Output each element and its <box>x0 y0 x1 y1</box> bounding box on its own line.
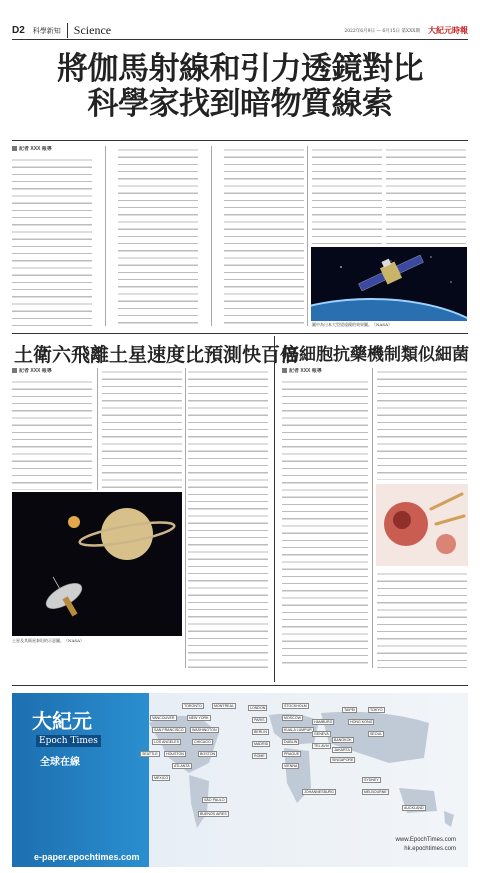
epoch-times-ad[interactable] <box>12 693 468 867</box>
main-article-col3 <box>224 146 304 326</box>
city-label: PRAGUE <box>284 752 300 756</box>
city-label: JAKARTA <box>334 748 350 752</box>
city-label: AUCKLAND <box>404 806 424 810</box>
issue-date: 2022年6月9日 — 6月15日 第XXX期 <box>344 28 420 34</box>
column-rule <box>105 146 106 326</box>
main-article-col4 <box>312 146 382 246</box>
city-label: MADRID <box>254 742 269 746</box>
article2-byline: 記者 XXX 報導 <box>12 368 92 375</box>
city-label: MONTREAL <box>214 704 234 708</box>
city-label: MEXICO <box>154 776 169 780</box>
section-rule <box>274 336 275 682</box>
city-label: TOKYO <box>370 708 383 712</box>
telescope-image <box>311 247 467 321</box>
text-block <box>12 378 92 490</box>
article3-headline: 癌細胞抗藥機制類似細菌 <box>282 345 469 365</box>
publication-logo: 大紀元時報 <box>428 25 468 35</box>
main-headline-line2: 科學家找到暗物質線索 <box>87 86 393 122</box>
city-label: LONDON <box>250 706 266 710</box>
divider <box>12 333 468 334</box>
text-block <box>377 368 467 480</box>
text-block <box>118 146 198 326</box>
text-block <box>102 368 182 490</box>
saturn-image <box>12 492 182 636</box>
city-label: MOSCOW <box>284 716 301 720</box>
city-label: BANGKOK <box>334 738 352 742</box>
city-label: NEW YORK <box>189 716 209 720</box>
city-label: ATLANTA <box>174 764 190 768</box>
column-rule <box>185 368 186 668</box>
city-label: STOCKHOLM <box>284 704 307 708</box>
article3-col2 <box>377 368 467 480</box>
main-article-col1 <box>12 146 92 326</box>
saturn-caption: 土星及其衛星泰坦的示意圖。（NASA） <box>12 638 85 643</box>
text-block <box>312 146 382 246</box>
article2-col2 <box>102 368 182 490</box>
main-headline-line1: 將伽馬射線和引力透鏡對比 <box>57 51 423 87</box>
city-label: VIENNA <box>284 764 298 768</box>
city-label: BERLIN <box>254 730 267 734</box>
city-label: GENEVA <box>314 732 329 736</box>
city-label: WASHINGTON <box>192 728 217 732</box>
page-number: D2 <box>12 25 25 36</box>
column-rule <box>307 146 308 326</box>
text-block <box>282 378 368 668</box>
article2-headline: 土衛六飛離土星速度比預測快百倍 <box>14 344 300 366</box>
main-article-col2 <box>118 146 198 326</box>
city-label: SINGAPORE <box>332 758 354 762</box>
telescope-caption: 圖中為日本大型望遠鏡的效果圖。（NASA） <box>312 322 393 327</box>
city-label: SEATTLE <box>142 752 158 756</box>
city-label: TAIPEI <box>344 708 356 712</box>
city-label: DUBLIN <box>284 740 298 744</box>
article2-col3 <box>188 368 268 668</box>
text-block <box>377 570 467 670</box>
city-label: ROME <box>254 754 265 758</box>
city-label: VANCOUVER <box>152 716 175 720</box>
main-article-col5 <box>386 146 466 246</box>
city-label: SÃO PAULO <box>204 798 225 802</box>
city-label: HONG KONG <box>350 720 373 724</box>
city-label: TORONTO <box>184 704 202 708</box>
city-label: HOUSTON <box>166 752 184 756</box>
world-map <box>149 703 459 833</box>
city-label: SAN FRANCISCO <box>154 728 184 732</box>
article2-col1 <box>12 368 92 490</box>
page-header <box>12 22 468 40</box>
column-rule <box>97 368 98 490</box>
text-block <box>188 368 268 668</box>
divider <box>12 685 468 686</box>
city-label: PARIS <box>254 718 265 722</box>
city-label: SYDNEY <box>364 778 379 782</box>
text-block <box>12 156 92 326</box>
city-label: TEL AVIV <box>314 744 330 748</box>
city-label: MELBOURNE <box>364 790 387 794</box>
column-rule <box>372 368 373 668</box>
city-label: LOS ANGELES <box>154 740 179 744</box>
website-link[interactable]: hk.epochtimes.com <box>404 846 456 852</box>
ad-url-link[interactable]: e-paper.epochtimes.com <box>34 852 140 862</box>
city-label: SEOUL <box>370 732 383 736</box>
section-name: 科學新知 <box>32 26 61 35</box>
main-headline <box>12 52 468 122</box>
city-label: BOSTON <box>200 752 216 756</box>
article3-byline: 記者 XXX 報導 <box>282 368 368 375</box>
divider <box>12 140 468 141</box>
text-block <box>224 146 304 326</box>
website-link[interactable]: www.EpochTimes.com <box>395 837 456 843</box>
city-label: JOHANNESBURG <box>304 790 334 794</box>
ad-subtitle: Epoch Times <box>36 735 101 747</box>
main-byline: 記者 XXX 報導 <box>12 146 92 153</box>
ad-tagline: 全球在線 <box>40 757 80 768</box>
article3-col3 <box>377 570 467 670</box>
ad-title: 大紀元 <box>32 709 92 733</box>
ad-website-links[interactable] <box>396 836 456 854</box>
city-label: CHICAGO <box>194 740 211 744</box>
science-label: Science <box>67 23 111 38</box>
city-label: HAMBURG <box>314 720 333 724</box>
city-label: KUALA LUMPUR <box>284 728 312 732</box>
article3-col1 <box>282 368 368 668</box>
city-label: BUENOS AIRES <box>200 812 227 816</box>
text-block <box>386 146 466 246</box>
cell-image <box>376 484 468 566</box>
column-rule <box>211 146 212 326</box>
